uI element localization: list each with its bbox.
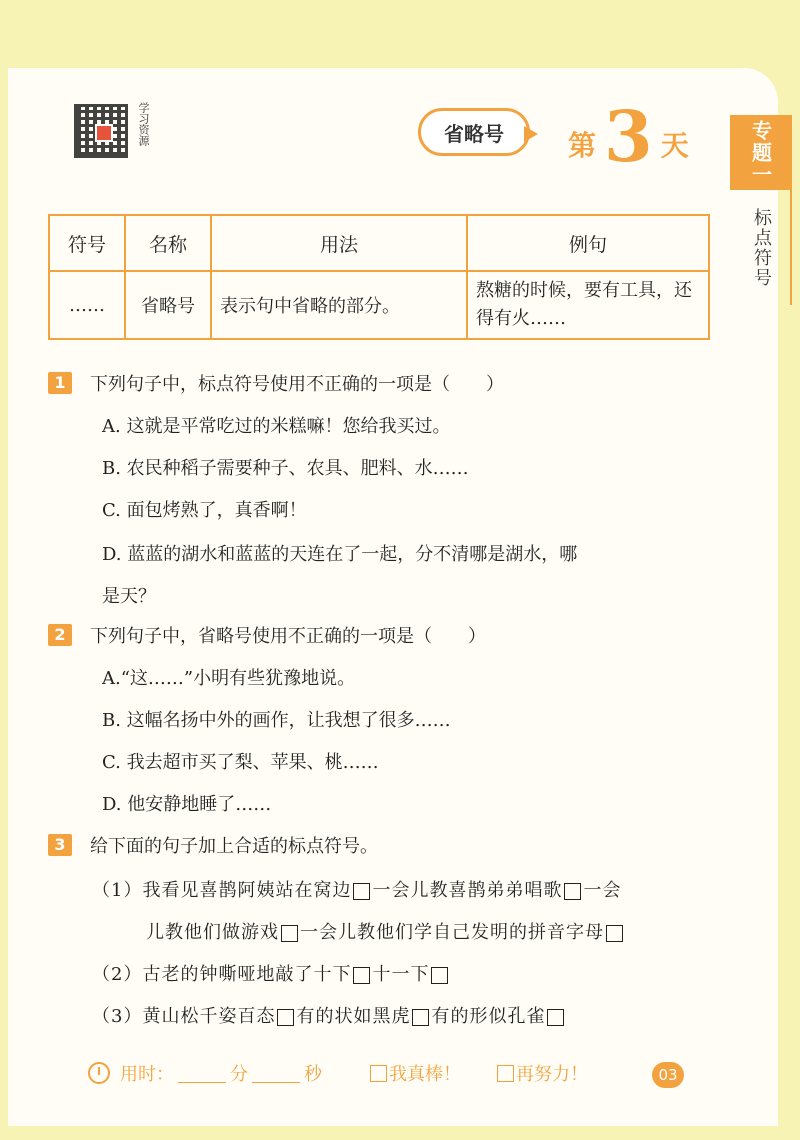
punctuation-table <box>48 214 710 340</box>
sentence-1-line-1 <box>92 876 621 902</box>
table-header: 符号 <box>49 215 125 271</box>
table-header: 例句 <box>467 215 709 271</box>
answer-box[interactable] <box>353 967 370 984</box>
table-header-row <box>49 215 709 271</box>
chapter-tab <box>730 115 792 303</box>
option-c[interactable]: C. 我去超市买了梨、苹果、桃…… <box>102 752 379 773</box>
option-c[interactable]: C. 面包烤熟了，真香啊！ <box>102 500 307 521</box>
answer-box[interactable] <box>277 1009 294 1026</box>
sentence-text: 十一下 <box>372 964 430 985</box>
question-stem: 给下面的句子加上合适的标点符号。 <box>90 836 378 857</box>
question-1 <box>48 370 504 396</box>
qr-label: 学习资源 <box>137 102 150 146</box>
day-number: 3 <box>604 95 653 178</box>
seconds-blank[interactable] <box>252 1064 300 1083</box>
sentence-text: 有的形似孔雀 <box>431 1006 546 1027</box>
sentence-text: 儿教他们做游戏 <box>146 922 279 943</box>
minutes-blank[interactable] <box>178 1064 226 1083</box>
seconds-label: 秒 <box>304 1064 322 1085</box>
table-row <box>49 271 709 339</box>
sentence-2 <box>92 960 450 986</box>
footer-bar <box>88 1060 588 1086</box>
sentence-1-line-2 <box>146 918 625 944</box>
answer-box[interactable] <box>547 1009 564 1026</box>
sentence-text: 一会儿教他们学自己发明的拼音字母 <box>300 922 604 943</box>
table-header: 用法 <box>211 215 467 271</box>
page-number: 03 <box>652 1062 684 1088</box>
answer-box[interactable] <box>353 883 370 900</box>
option-d[interactable]: D. 蓝蓝的湖水和蓝蓝的天连在了一起，分不清哪是湖水，哪 <box>102 544 578 565</box>
try-checkbox[interactable] <box>497 1065 514 1082</box>
option-a[interactable]: A.“这……”小明有些犹豫地说。 <box>102 668 356 689</box>
table-cell: …… <box>49 271 125 339</box>
sentence-text: （2）古老的钟嘶哑地敲了十下 <box>92 964 352 985</box>
answer-box[interactable] <box>412 1009 429 1026</box>
topic-bubble: 省略号 <box>418 108 530 156</box>
day-heading <box>568 95 689 178</box>
sentence-text: （1）我看见喜鹊阿姨站在窝边 <box>92 880 352 901</box>
answer-box[interactable] <box>564 883 581 900</box>
option-a[interactable]: A. 这就是平常吃过的米糕嘛！您给我买过。 <box>102 416 451 437</box>
table-header: 名称 <box>125 215 211 271</box>
question-stem: 下列句子中，标点符号使用不正确的一项是（ ） <box>90 374 504 395</box>
question-number: 3 <box>48 834 72 856</box>
question-stem: 下列句子中，省略号使用不正确的一项是（ ） <box>90 626 486 647</box>
question-number: 2 <box>48 624 72 646</box>
qr-logo-icon <box>95 124 113 142</box>
day-prefix: 第 <box>568 129 597 162</box>
chapter-tab-top: 专题一 <box>730 115 792 190</box>
try-label: 再努力！ <box>516 1064 588 1085</box>
sentence-text: （3）黄山松千姿百态 <box>92 1006 276 1027</box>
good-label: 我真棒！ <box>389 1064 461 1085</box>
table-cell: 熬糖的时候，要有工具，还得有火…… <box>467 271 709 339</box>
day-suffix: 天 <box>660 129 689 162</box>
sentence-text: 一会 <box>583 880 622 901</box>
sentence-text: 一会儿教喜鹊弟弟唱歌 <box>372 880 563 901</box>
option-b[interactable]: B. 农民种稻子需要种子、农具、肥料、水…… <box>102 458 469 479</box>
answer-box[interactable] <box>431 967 448 984</box>
question-3 <box>48 832 378 858</box>
chapter-tab-bottom: 标点符号 <box>751 207 772 288</box>
good-checkbox[interactable] <box>370 1065 387 1082</box>
question-2 <box>48 622 486 648</box>
option-d[interactable]: D. 他安静地睡了…… <box>102 794 272 815</box>
table-cell: 表示句中省略的部分。 <box>211 271 467 339</box>
sentence-3 <box>92 1002 566 1028</box>
answer-box[interactable] <box>606 925 623 942</box>
answer-box[interactable] <box>281 925 298 942</box>
option-d-cont: 是天？ <box>102 586 156 607</box>
question-number: 1 <box>48 372 72 394</box>
bubble-tail <box>524 126 538 142</box>
table-cell: 省略号 <box>125 271 211 339</box>
time-label: 用时： <box>120 1064 174 1085</box>
option-b[interactable]: B. 这幅名扬中外的画作，让我想了很多…… <box>102 710 451 731</box>
minutes-label: 分 <box>230 1064 248 1085</box>
alarm-clock-icon <box>88 1062 110 1084</box>
sentence-text: 有的状如黑虎 <box>296 1006 411 1027</box>
